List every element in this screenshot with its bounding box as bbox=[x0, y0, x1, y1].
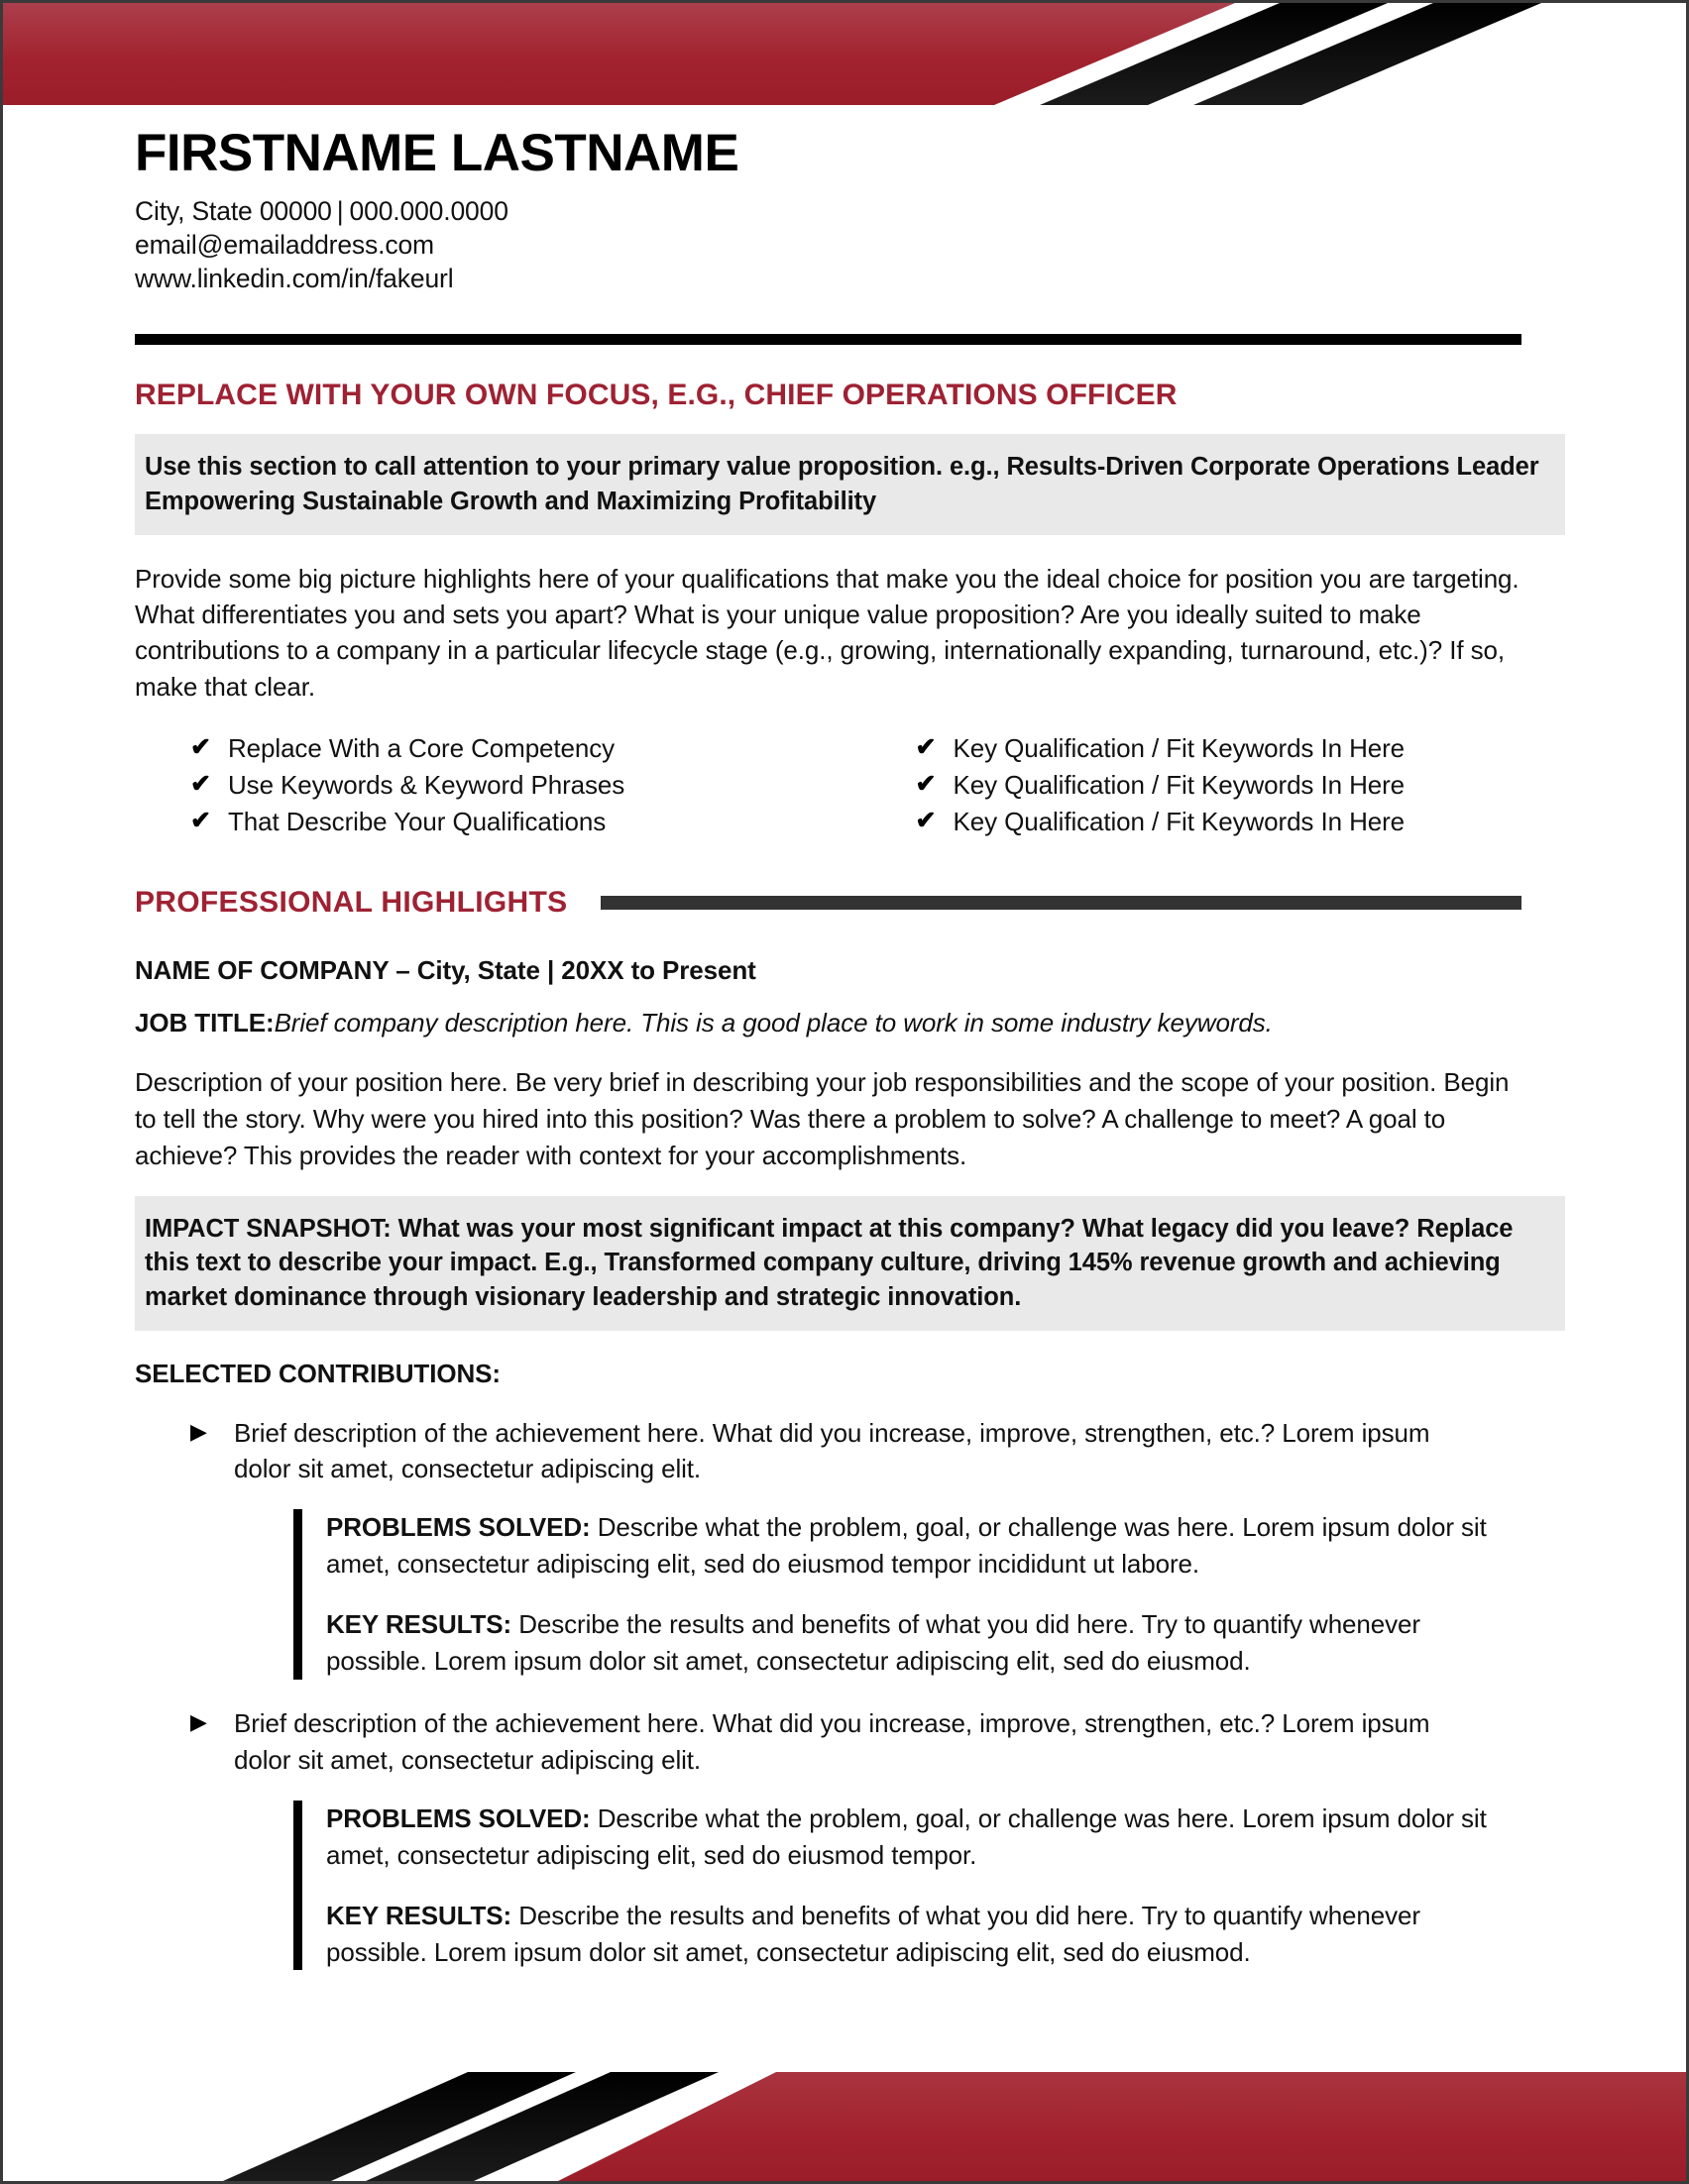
contribution-detail-block bbox=[293, 1509, 1565, 1680]
check-icon: ✔ bbox=[190, 733, 211, 762]
list-item bbox=[135, 1705, 1565, 1970]
impact-snapshot-text: IMPACT SNAPSHOT: What was your most significant impact at this company? What legacy did you leave? Replace this text to describe your impact. E.g., Transformed company culture, driving 145% revenue growth and achieving market dominance through visionary leadership and strategic innovation. bbox=[145, 1214, 1514, 1311]
selected-contributions-label: SELECTED CONTRIBUTIONS: bbox=[135, 1358, 501, 1388]
list-item bbox=[916, 804, 1566, 840]
header-block bbox=[135, 3, 1565, 296]
list-item bbox=[916, 767, 1566, 804]
competencies-columns bbox=[135, 730, 1565, 840]
problems-solved-label: PROBLEMS SOLVED: bbox=[326, 1512, 591, 1543]
list-item bbox=[190, 767, 850, 804]
bottom-banner-red-shape bbox=[558, 2072, 1689, 2181]
list-item bbox=[190, 804, 850, 840]
contribution-detail-block bbox=[293, 1801, 1565, 1971]
problems-solved-label: PROBLEMS SOLVED: bbox=[326, 1802, 591, 1833]
key-results-paragraph bbox=[326, 1898, 1504, 1971]
key-results-paragraph bbox=[326, 1606, 1504, 1680]
key-results-text: Describe the results and benefits of what you did here. Try to quantify whenever possible. Lorem ipsum dolor sit amet, consectetur adipiscing elit, sed do eiusmod. bbox=[326, 1900, 1420, 1967]
section-header-bar bbox=[601, 896, 1521, 910]
competency-label: That Describe Your Qualifications bbox=[228, 806, 607, 836]
check-icon: ✔ bbox=[915, 733, 937, 762]
triangle-bullet-icon: ▶ bbox=[190, 1709, 207, 1735]
header-divider-rule bbox=[135, 334, 1521, 345]
job-title-line bbox=[135, 1008, 1565, 1038]
contribution-bullet-row bbox=[135, 1415, 1565, 1488]
value-proposition-box bbox=[135, 434, 1565, 534]
bottom-banner bbox=[3, 2072, 1689, 2181]
problems-solved-paragraph bbox=[326, 1509, 1504, 1583]
competency-label: Key Qualification / Fit Keywords In Here bbox=[953, 806, 1406, 836]
check-icon: ✔ bbox=[190, 806, 211, 834]
contact-separator: | bbox=[336, 196, 344, 226]
key-results-label: KEY RESULTS: bbox=[326, 1609, 512, 1640]
problems-solved-text: Describe what the problem, goal, or challenge was here. Lorem ipsum dolor sit amet, consectetur adipiscing elit, sed do eiusmod tempor. bbox=[326, 1802, 1487, 1870]
list-item bbox=[135, 1415, 1565, 1680]
check-icon: ✔ bbox=[915, 806, 937, 834]
job-description: Description of your position here. Be very brief in describing your job responsibilities and the scope of your position. Begin to tell the story. Why were you hired into this position? Was there a problem to solve? A challenge to meet? A goal to achieve? This provides the reader with context for your accomplishments. bbox=[135, 1066, 1510, 1170]
contact-linkedin[interactable]: www.linkedin.com/in/fakeurl bbox=[135, 263, 454, 293]
company-line: NAME OF COMPANY – City, State | 20XX to Present bbox=[135, 954, 756, 985]
list-item bbox=[190, 730, 850, 767]
list-item bbox=[916, 730, 1566, 767]
job-title-description: Brief company description here. This is a good place to work in some industry keywords. bbox=[274, 1007, 1273, 1037]
contact-location-phone bbox=[135, 195, 1565, 229]
bottom-banner-graphic bbox=[3, 2072, 1689, 2181]
job-title-label: JOB TITLE: bbox=[135, 1007, 275, 1037]
competency-label: Key Qualification / Fit Keywords In Here bbox=[953, 733, 1406, 764]
contact-location: City, State 00000 bbox=[135, 196, 332, 226]
contribution-bullet-row bbox=[135, 1705, 1565, 1779]
competencies-left-column bbox=[135, 730, 850, 840]
contact-email[interactable]: email@emailaddress.com bbox=[135, 229, 434, 260]
focus-title: REPLACE WITH YOUR OWN FOCUS, E.G., CHIEF OPERATIONS OFFICER bbox=[135, 378, 1178, 411]
page-title: FIRSTNAME LASTNAME bbox=[135, 124, 739, 182]
resume-content bbox=[135, 3, 1565, 1970]
section-title: PROFESSIONAL HIGHLIGHTS bbox=[135, 885, 568, 919]
check-icon: ✔ bbox=[915, 770, 937, 799]
competency-label: Replace With a Core Competency bbox=[228, 733, 616, 764]
contact-phone: 000.000.0000 bbox=[349, 196, 508, 226]
contribution-summary: Brief description of the achievement here. What did you increase, improve, strengthen, etc.? Lorem ipsum dolor sit amet, consectetur adipiscing elit. bbox=[234, 1708, 1430, 1775]
problems-solved-text: Describe what the problem, goal, or challenge was here. Lorem ipsum dolor sit amet, consectetur adipiscing elit, sed do eiusmod tempor incididunt ut labore. bbox=[326, 1512, 1487, 1580]
value-proposition-text: Use this section to call attention to your primary value proposition. e.g., Results-Driven Corporate Operations Leader Empowering Sustainable Growth and Maximizing Profitability bbox=[145, 453, 1539, 515]
problems-solved-paragraph bbox=[326, 1801, 1504, 1874]
key-results-text: Describe the results and benefits of what you did here. Try to quantify whenever possible. Lorem ipsum dolor sit amet, consectetur adipiscing elit, sed do eiusmod. bbox=[326, 1609, 1420, 1677]
key-results-label: KEY RESULTS: bbox=[326, 1900, 512, 1930]
contribution-summary: Brief description of the achievement here. What did you increase, improve, strengthen, etc.? Lorem ipsum dolor sit amet, consectetur adipiscing elit. bbox=[234, 1417, 1430, 1484]
competency-label: Use Keywords & Keyword Phrases bbox=[228, 770, 625, 801]
section-header-professional-highlights bbox=[135, 886, 1565, 920]
check-icon: ✔ bbox=[190, 770, 211, 799]
summary-paragraph: Provide some big picture highlights here of your qualifications that make you the ideal choice for position you are targeting. What differentiates you and sets you apart? What is your unique value proposition? Are you ideally suited to make contributions to a company in a particular lifecycle stage (e.g., growing, internationally expanding, turnaround, etc.)? If so, make that clear. bbox=[135, 563, 1520, 702]
triangle-bullet-icon: ▶ bbox=[190, 1418, 207, 1444]
competencies-right-column bbox=[850, 730, 1566, 840]
competency-label: Key Qualification / Fit Keywords In Here bbox=[953, 770, 1406, 801]
impact-snapshot-box bbox=[135, 1196, 1565, 1331]
